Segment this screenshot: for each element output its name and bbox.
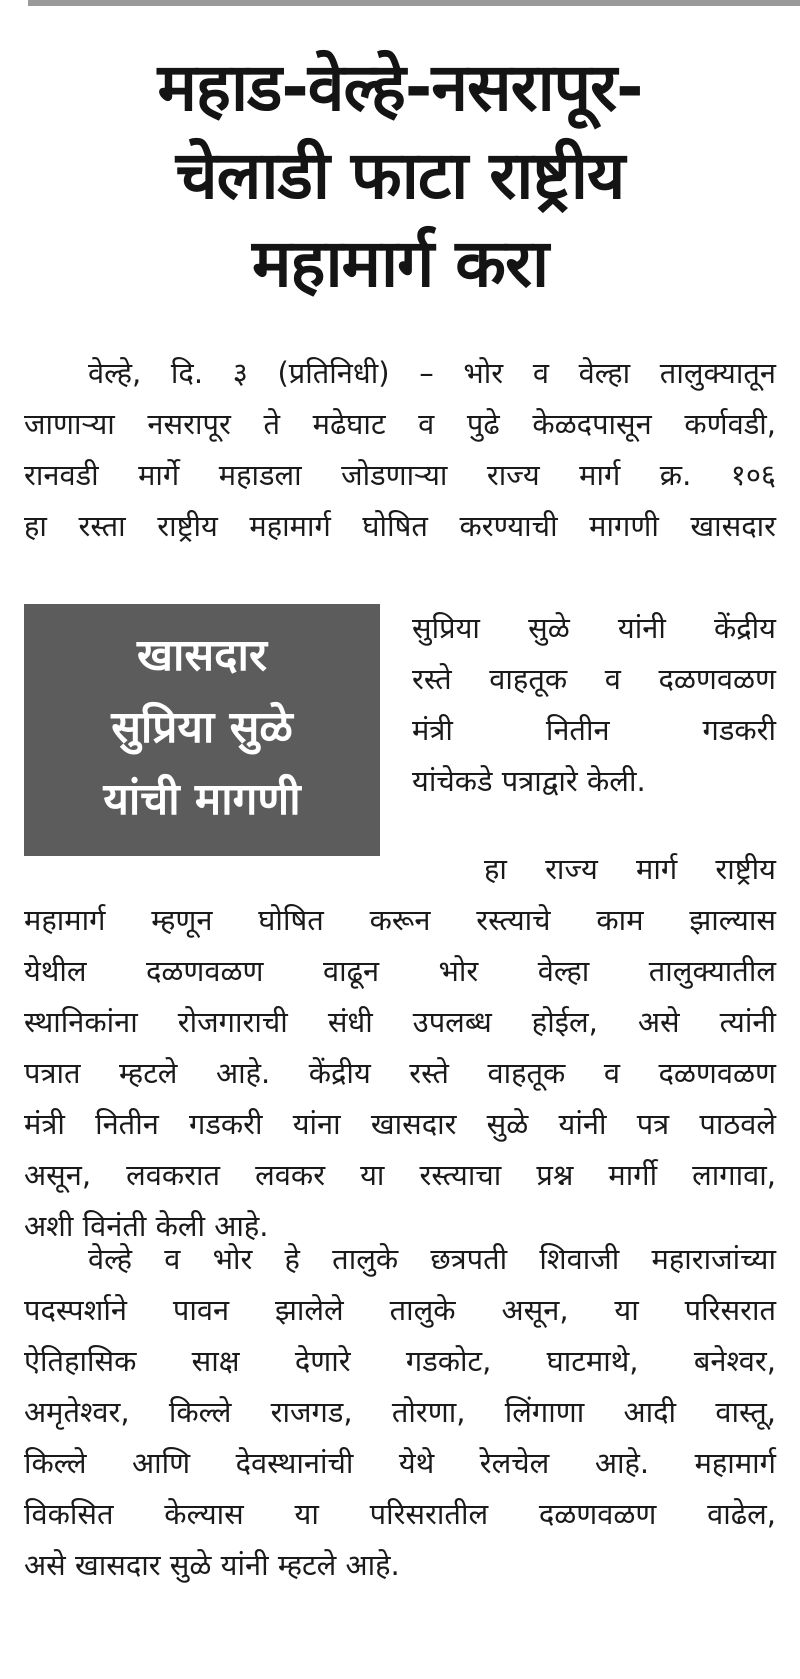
text-line: ऐतिहासिक साक्ष देणारे गडकोट, घाटमाथे, बनेश्वर, bbox=[24, 1344, 776, 1378]
text-line: अशी विनंती केली आहे. bbox=[24, 1209, 269, 1243]
text-line: वेल्हे, दि. ३ (प्रतिनिधी) – भोर व वेल्हा तालुक्यातून bbox=[88, 356, 776, 390]
highlight-box bbox=[24, 604, 380, 856]
text-line: रानवडी मार्गे महाडला जोडणाऱ्या राज्य मार्ग क्र. १०६ bbox=[24, 458, 776, 492]
text-line: पदस्पर्शाने पावन झालेले तालुके असून, या परिसरात bbox=[24, 1293, 776, 1327]
text-line: जाणाऱ्या नसरापूर ते मढेघाट व पुढे केळदपासून कर्णवडी, bbox=[24, 407, 776, 441]
text-line: असे खासदार सुळे यांनी म्हटले आहे. bbox=[24, 1548, 400, 1582]
text-line: यांचेकडे पत्राद्वारे केली. bbox=[412, 764, 646, 798]
top-rule bbox=[28, 0, 800, 6]
headline bbox=[20, 44, 780, 308]
text-line: महामार्ग म्हणून घोषित करून रस्त्याचे काम झाल्यास bbox=[24, 903, 776, 937]
highlight-line: खासदार bbox=[137, 630, 267, 681]
highlight-line: यांची मागणी bbox=[103, 774, 301, 825]
text-line: मंत्री नितीन गडकरी bbox=[412, 713, 776, 747]
text-line: रस्ते वाहतूक व दळणवळण bbox=[412, 662, 776, 696]
body-paragraph-2 bbox=[24, 844, 776, 1252]
text-line: पत्रात म्हटले आहे. केंद्रीय रस्ते वाहतूक व दळणवळण bbox=[24, 1056, 776, 1090]
intro-paragraph bbox=[24, 348, 776, 552]
text-line: हा राज्य मार्ग राष्ट्रीय bbox=[484, 852, 776, 886]
text-line: अमृतेश्वर, किल्ले राजगड, तोरणा, लिंगाणा आदी वास्तू, bbox=[24, 1395, 776, 1429]
text-line: किल्ले आणि देवस्थानांची येथे रेलचेल आहे. महामार्ग bbox=[24, 1446, 776, 1480]
beside-box-paragraph bbox=[412, 603, 776, 807]
text-line: स्थानिकांना रोजगाराची संधी उपलब्ध होईल, असे त्यांनी bbox=[24, 1005, 776, 1039]
headline-line: महामार्ग करा bbox=[251, 225, 549, 302]
text-line: सुप्रिया सुळे यांनी केंद्रीय bbox=[412, 611, 776, 645]
headline-line: चेलाडी फाटा राष्ट्रीय bbox=[175, 137, 625, 214]
text-line: हा रस्ता राष्ट्रीय महामार्ग घोषित करण्याची मागणी खासदार bbox=[24, 509, 776, 543]
highlight-line: सुप्रिया सुळे bbox=[111, 702, 293, 753]
text-line: विकसित केल्यास या परिसरातील दळणवळण वाढेल, bbox=[24, 1497, 776, 1531]
text-line: येथील दळणवळण वाढून भोर वेल्हा तालुक्यातील bbox=[24, 954, 776, 988]
text-line: मंत्री नितीन गडकरी यांना खासदार सुळे यांनी पत्र पाठवले bbox=[24, 1107, 776, 1141]
body-paragraph-3 bbox=[24, 1234, 776, 1591]
text-line: असून, लवकरात लवकर या रस्त्याचा प्रश्न मार्गी लागावा, bbox=[24, 1158, 776, 1192]
text-line: वेल्हे व भोर हे तालुके छत्रपती शिवाजी महाराजांच्या bbox=[88, 1242, 776, 1276]
headline-line: महाड-वेल्हे-नसरापूर- bbox=[157, 49, 643, 126]
